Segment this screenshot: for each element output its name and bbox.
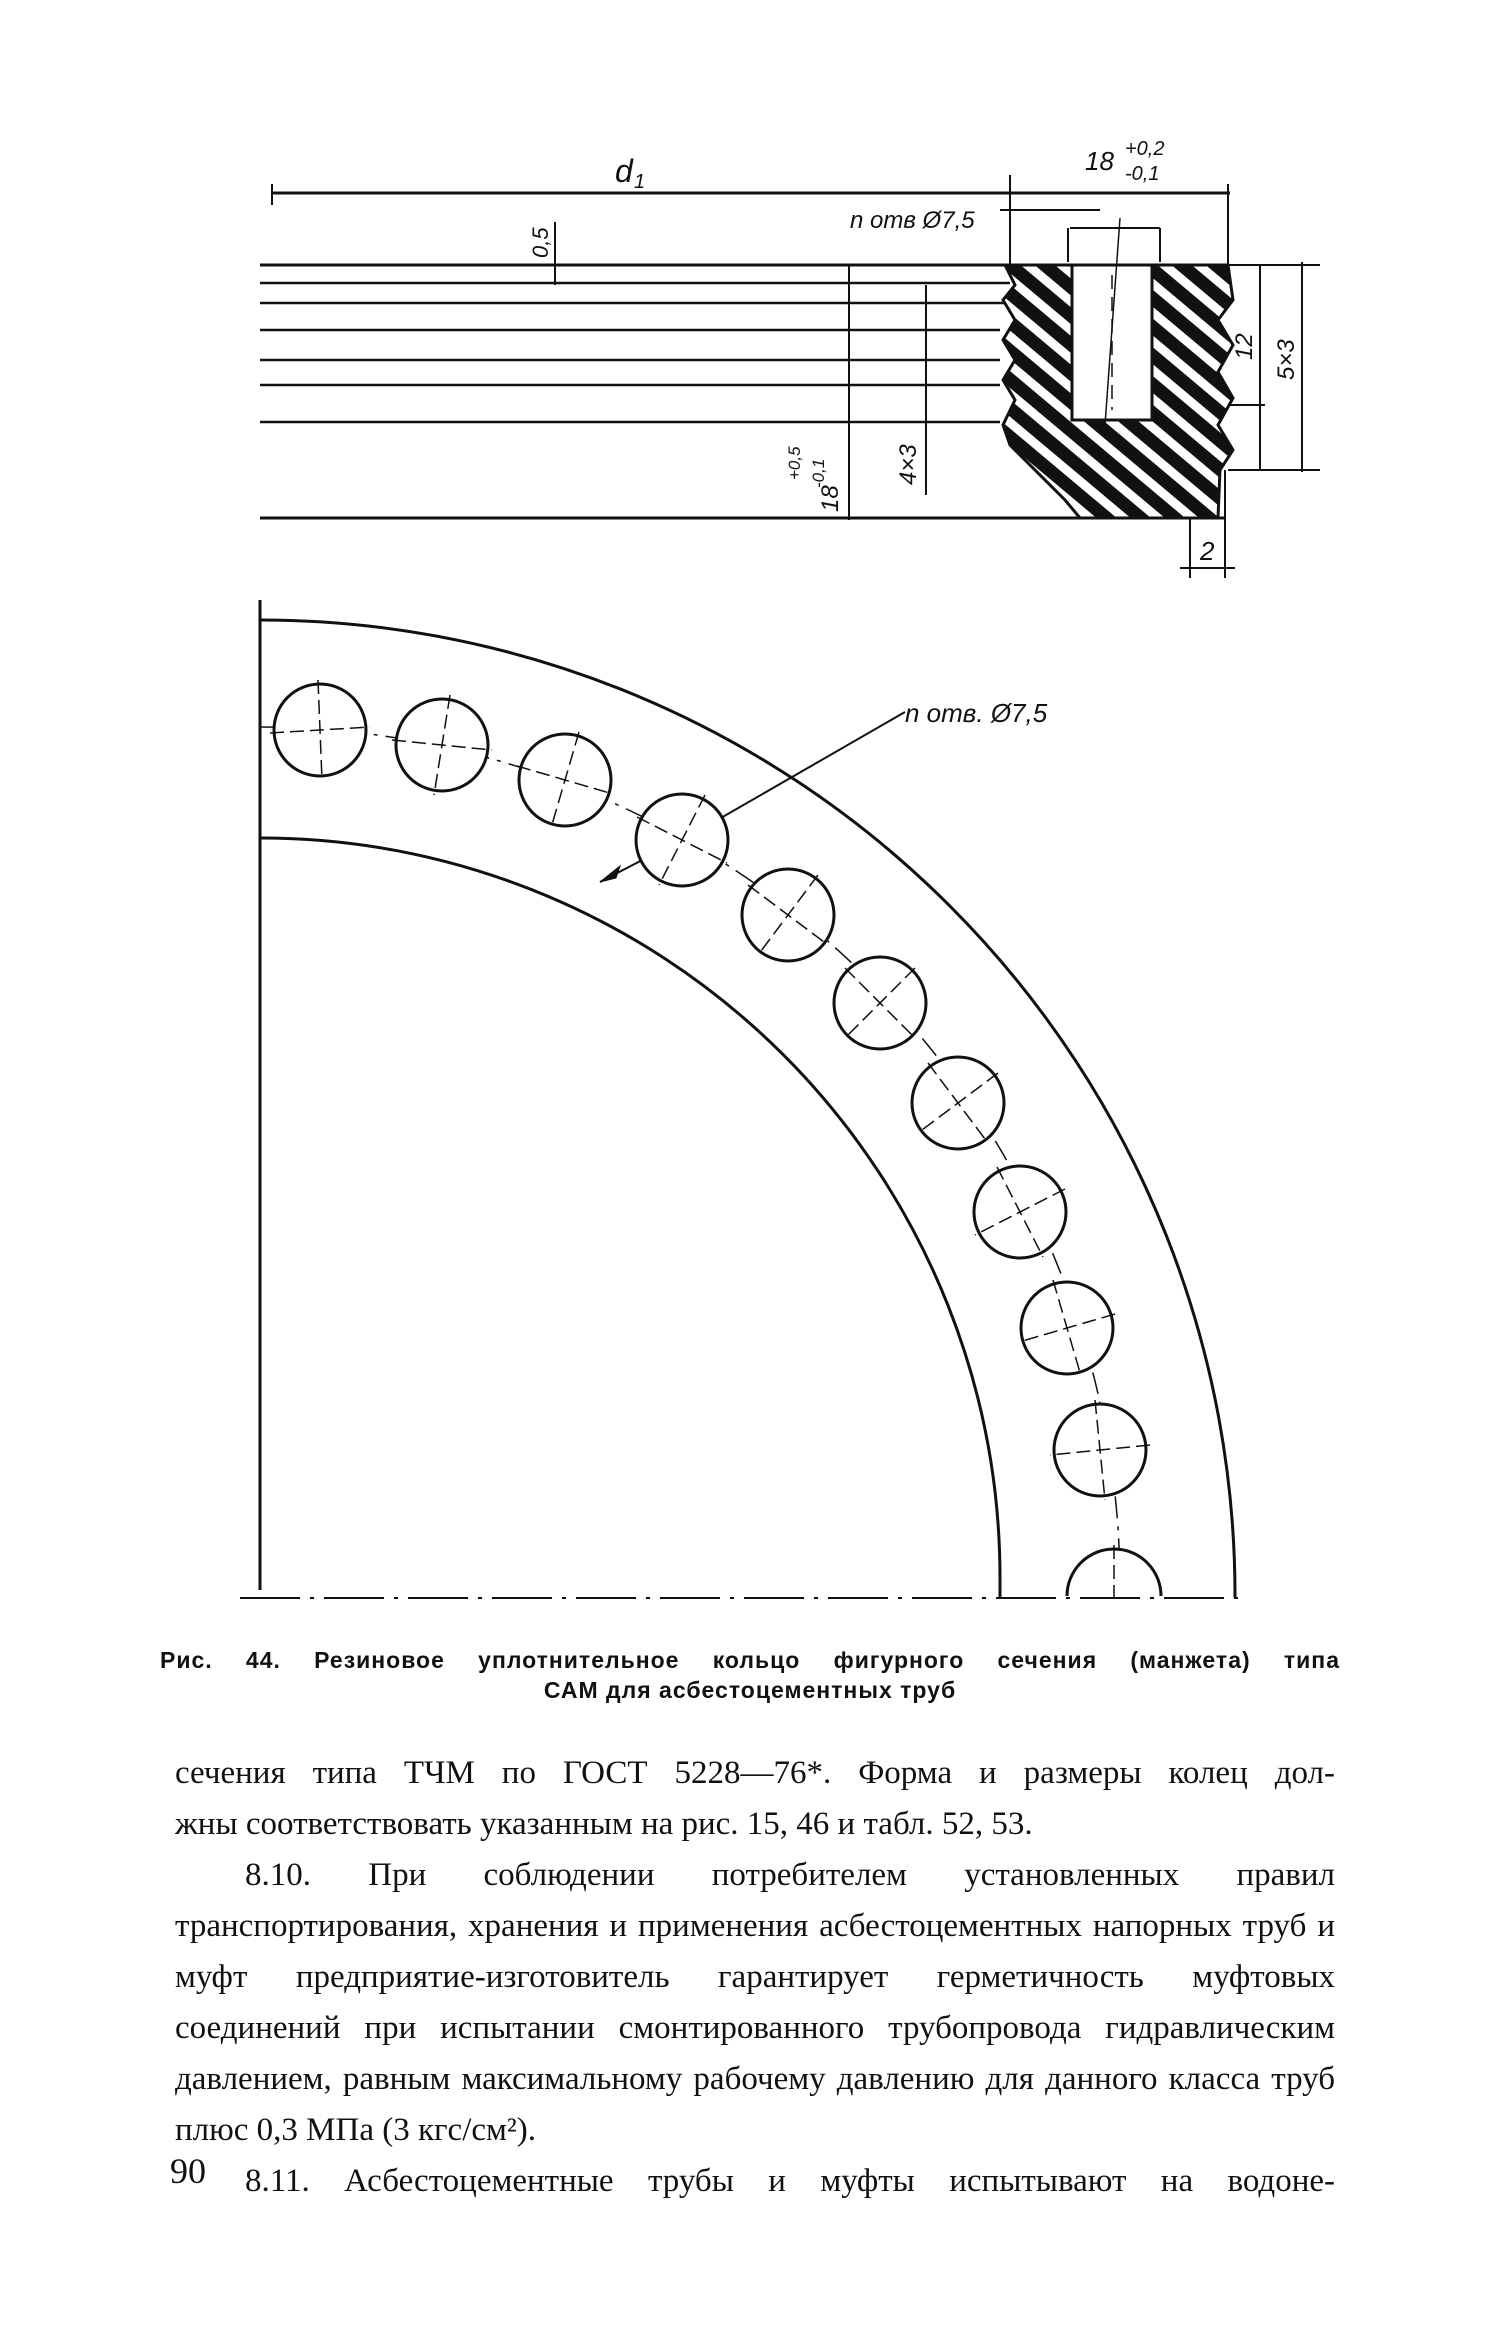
paragraph-8-10: 8.10. При соблюдении потребителем установленных правил транспортирования, хранения и применения асбестоцементных напорных труб и муфт предприятие-изготовитель гарантирует герметичность муфтовых соединений при испытании смонтированного трубопровода гидравлическим давлением, равным максимальному рабочему давлению для данного класса труб плюс 0,3 МПа (3 кгс/см²). bbox=[175, 1857, 1335, 2148]
dim-height-18: 18 bbox=[817, 485, 844, 512]
bolt-hole bbox=[912, 1057, 1004, 1149]
dim-size-2: 2 bbox=[1200, 536, 1215, 566]
dim-size-12: 12 bbox=[1231, 333, 1258, 360]
bolt-hole bbox=[1019, 1280, 1115, 1376]
bolt-hole bbox=[974, 1166, 1066, 1258]
body-text bbox=[175, 1748, 1335, 2207]
dim-top-05: 0,5 bbox=[528, 227, 553, 258]
bolt-hole bbox=[636, 794, 728, 886]
dim-width-tol-plus: +0,2 bbox=[1125, 138, 1165, 160]
dim-pitch-5x3: 5×3 bbox=[1273, 339, 1300, 380]
bolt-hole-partial bbox=[1067, 1545, 1161, 1598]
bolt-hole bbox=[834, 957, 926, 1049]
figure-caption bbox=[160, 1645, 1340, 1705]
dim-hole-note-plan: n отв. Ø7,5 bbox=[905, 698, 1048, 728]
bolt-hole bbox=[742, 869, 834, 961]
page-number: 90 bbox=[170, 2151, 206, 2191]
dim-width-tol-minus: -0,1 bbox=[1125, 163, 1160, 185]
bolt-hole bbox=[517, 732, 613, 828]
dim-height-tol-plus: +0,5 bbox=[785, 446, 804, 480]
figure-caption-line1: Рис. 44. Резиновое уплотнительное кольцо фигурного сечения (манжета) типа bbox=[160, 1647, 1340, 1673]
dim-pitch-4x3: 4×3 bbox=[895, 444, 922, 485]
bolt-hole bbox=[1050, 1400, 1150, 1500]
bolt-hole bbox=[392, 695, 492, 795]
paragraph-continued-line1: сечения типа ТЧМ по ГОСТ 5228—76*. Форма и размеры колец дол- bbox=[175, 1755, 1335, 1791]
dim-width-18: 18 bbox=[1085, 146, 1114, 176]
dim-height-tol-minus: -0,1 bbox=[809, 458, 828, 488]
dim-d1: d bbox=[615, 153, 633, 189]
bolt-hole bbox=[270, 680, 370, 780]
paragraph-8-11: 8.11. Асбестоцементные трубы и муфты испытывают на водоне- bbox=[245, 2163, 1335, 2199]
figure-caption-line2: САМ для асбестоцементных труб bbox=[543, 1677, 957, 1703]
dim-hole-note-top: n отв Ø7,5 bbox=[850, 207, 975, 234]
dim-d1-subscript: 1 bbox=[634, 171, 646, 193]
plan-view bbox=[240, 600, 1245, 1598]
section-view bbox=[260, 175, 1320, 578]
paragraph-continued-line2: жны соответствовать указанным на рис. 15, 46 и табл. 52, 53. bbox=[175, 1806, 1033, 1842]
